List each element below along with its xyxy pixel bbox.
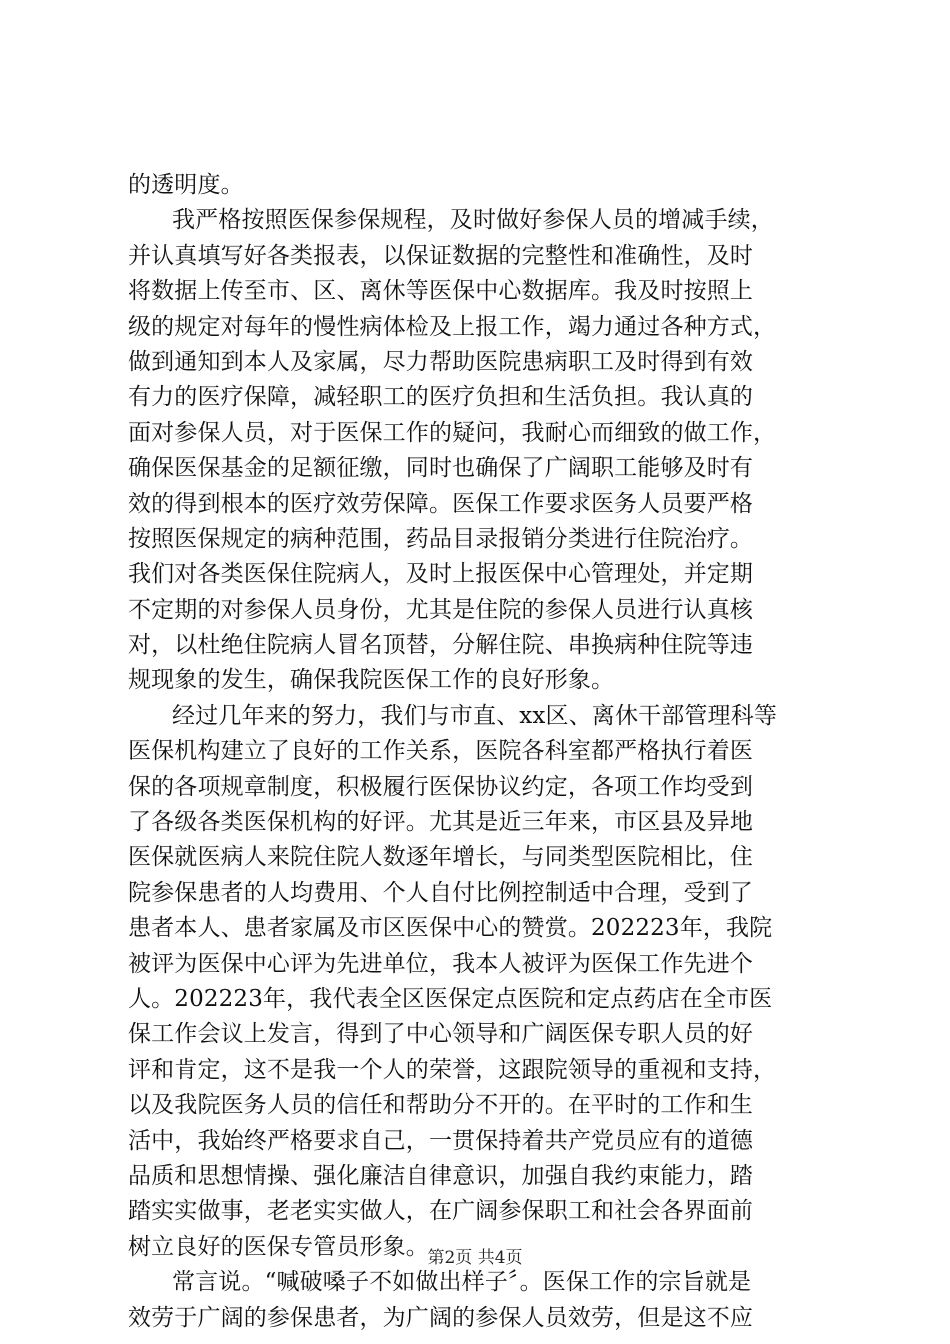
text-line: 被评为医保中心评为先进单位，我本人被评为医保工作先进个 xyxy=(128,950,754,977)
text-line: 了各级各类医保机构的好评。尤其是近三年来，市区县及异地 xyxy=(128,809,754,836)
paragraph-start-line: 我严格按照医保参保规程，及时做好参保人员的增减手续， xyxy=(172,207,774,234)
text-line: 不定期的对参保人员身份，尤其是住院的参保人员进行认真核 xyxy=(128,596,754,623)
text-line: 踏实实做事，老老实实做人，在广阔参保职工和社会各界面前 xyxy=(128,1198,754,1225)
text-line: 医保就医病人来院住院人数逐年增长，与同类型医院相比，住 xyxy=(128,844,754,871)
text-line: 保的各项规章制度，积极履行医保协议约定，各项工作均受到 xyxy=(128,773,754,800)
text-line: 树立良好的医保专管员形象。 xyxy=(128,1233,429,1260)
text-line: 并认真填写好各类报表，以保证数据的完整性和准确性，及时 xyxy=(128,242,754,269)
text-line: 确保医保基金的足额征缴，同时也确保了广阔职工能够及时有 xyxy=(128,455,754,482)
text-line: 人。202223年，我代表全区医保定点医院和定点药店在全市医 xyxy=(128,985,773,1012)
text-line: 将数据上传至市、区、离休等医保中心数据库。我及时按照上 xyxy=(128,278,754,305)
text-line: 品质和思想情操、强化廉洁自律意识，加强自我约束能力，踏 xyxy=(128,1162,754,1189)
text-line: 对，以杜绝住院病人冒名顶替，分解住院、串换病种住院等违 xyxy=(128,632,754,659)
page-number-footer: 第2页 共4页 xyxy=(427,1248,523,1268)
text-line: 做到通知到本人及家属，尽力帮助医院患病职工及时得到有效 xyxy=(128,348,754,375)
text-line: 按照医保规定的病种范围，药品目录报销分类进行住院治疗。 xyxy=(128,525,754,552)
text-line: 面对参保人员，对于医保工作的疑问，我耐心而细致的做工作， xyxy=(128,419,777,446)
text-line: 以及我院医务人员的信任和帮助分不开的。在平时的工作和生 xyxy=(128,1092,754,1119)
paragraph-start-line: 常言说。“喊破嗓子不如做出样子〞。医保工作的宗旨就是 xyxy=(172,1269,752,1296)
text-line: 院参保患者的人均费用、个人自付比例控制适中合理，受到了 xyxy=(128,879,754,906)
text-line: 效劳于广阔的参保患者，为广阔的参保人员效劳，但是这不应 xyxy=(128,1304,754,1331)
text-line: 的透明度。 xyxy=(128,172,244,198)
text-line: 评和肯定，这不是我一个人的荣誉，这跟院领导的重视和支持， xyxy=(128,1056,777,1083)
text-line: 活中，我始终严格要求自己，一贯保持着共产党员应有的道德 xyxy=(128,1127,754,1154)
text-line: 医保机构建立了良好的工作关系，医院各科室都严格执行着医 xyxy=(128,738,754,765)
body-text xyxy=(128,168,832,1336)
text-line: 患者本人、患者家属及市区医保中心的赞赏。202223年，我院 xyxy=(128,915,773,942)
text-line: 效的得到根本的医疗效劳保障。医保工作要求医务人员要严格 xyxy=(128,490,754,517)
text-line: 规现象的发生，确保我院医保工作的良好形象。 xyxy=(128,667,615,694)
text-line: 我们对各类医保住院病人，及时上报医保中心管理处，并定期 xyxy=(128,561,754,588)
paragraph-start-line: 经过几年来的努力，我们与市直、xx区、离休干部管理科等 xyxy=(172,702,777,729)
text-line: 有力的医疗保障，减轻职工的医疗负担和生活负担。我认真的 xyxy=(128,384,754,411)
text-line: 保工作会议上发言，得到了中心领导和广阔医保专职人员的好 xyxy=(128,1021,754,1048)
text-line: 级的规定对每年的慢性病体检及上报工作，竭力通过各种方式， xyxy=(128,313,777,340)
